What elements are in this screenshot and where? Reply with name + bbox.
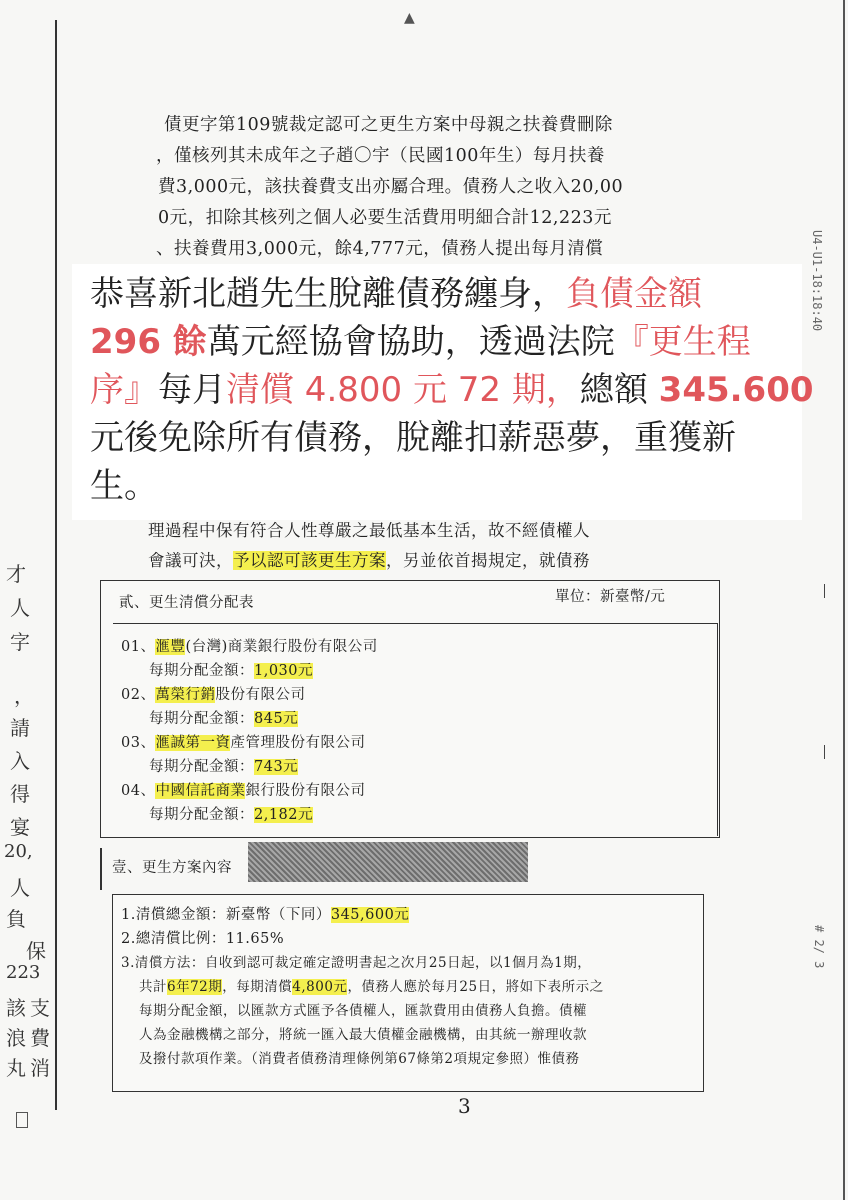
- para-line: 會議可決，予以認可該更生方案，另並依首揭規定，就債務: [148, 551, 590, 570]
- margin-char: 丸: [6, 1056, 26, 1080]
- redaction-scribble: [248, 842, 528, 882]
- top-mark: ▲: [404, 10, 415, 26]
- margin-char: 宴: [10, 815, 30, 839]
- margin-char: 入: [10, 749, 30, 773]
- creditor-list: [121, 635, 378, 827]
- page-number: 3: [458, 1094, 471, 1118]
- para-line: ，僅核列其未成年之子趙〇宇（民國100年生）每月扶養: [156, 146, 605, 166]
- scan-left-border: [55, 20, 57, 1110]
- plan-item-3: 3.清償方法：自收到認可裁定確定證明書起之次月25日起，以1個月為1期，: [121, 955, 592, 971]
- distribution-unit: 單位：新臺幣/元: [555, 589, 666, 605]
- creditor-row: 02、萬榮行銷股份有限公司: [121, 687, 306, 703]
- plan-item-3-line: 及撥付款項作業。（消費者債務清理條例第67條第2項規定參照）惟債務: [139, 1051, 580, 1067]
- margin-char: 才: [6, 562, 26, 586]
- plan-item-2: 2.總清償比例：11.65%: [121, 931, 285, 947]
- margin-char: 費: [30, 1026, 50, 1050]
- plan-item-3-line: 人為金融機構之部分，將統一匯入最大債權金融機構，由其統一辦理收款: [139, 1027, 587, 1043]
- para-line: 、扶養費用3,000元，餘4,777元，債務人提出每月清償: [156, 239, 604, 259]
- margin-char: 保: [26, 939, 46, 963]
- banner-text: [90, 270, 814, 510]
- banner-line-1: 恭喜新北趙先生脫離債務纏身，負債金額: [90, 274, 702, 314]
- margin-char: 得: [10, 782, 30, 806]
- para-line: 費3,000元，該扶養費支出亦屬合理。債務人之收入20,00: [158, 177, 624, 197]
- right-stamp-bottom: # 2/ 3: [812, 925, 826, 969]
- margin-char: 字: [10, 630, 30, 654]
- plan-content-box: [112, 894, 704, 1092]
- right-dash-2: [824, 745, 825, 759]
- document-paragraph-top: [156, 110, 724, 265]
- creditor-amount: 每期分配金額：2,182元: [149, 807, 314, 823]
- margin-char: ，: [14, 684, 34, 708]
- banner-line-5: 生。: [90, 466, 158, 506]
- para-line: 理過程中保有符合人性尊嚴之最低基本生活，故不經債權人: [148, 521, 590, 540]
- banner-line-3: 序』每月清償 4.800 元 72 期，總額 345.600: [90, 370, 814, 410]
- margin-char: 請: [10, 716, 30, 740]
- highlight-approval: 予以認可該更生方案: [233, 551, 386, 570]
- distribution-title: 貳、更生清償分配表: [119, 595, 254, 611]
- margin-char: 人: [10, 876, 30, 900]
- congratulation-banner: [72, 264, 814, 520]
- creditor-row: 04、中國信託商業銀行股份有限公司: [121, 783, 366, 799]
- margin-char: 該: [6, 996, 26, 1020]
- plan-header-line: [100, 848, 102, 890]
- para-line: 債更字第109號裁定認可之更生方案中母親之扶養費刪除: [164, 115, 613, 135]
- distribution-table: [100, 580, 720, 838]
- plan-item-1: 1.清償總金額：新臺幣（下同）345,600元: [121, 907, 410, 923]
- banner-line-4: 元後免除所有債務，脫離扣薪惡夢，重獲新: [90, 418, 736, 458]
- banner-line-2: 296 餘萬元經協會協助，透過法院『更生程: [90, 322, 751, 362]
- scan-right-border: [843, 0, 845, 1200]
- creditor-amount: 每期分配金額：743元: [149, 759, 299, 775]
- right-stamp-top: U4-U1-18:18:40: [810, 230, 824, 332]
- plan-items: [121, 903, 701, 1071]
- right-dash-1: [824, 584, 825, 598]
- plan-title: 壹、更生方案內容: [112, 860, 232, 876]
- creditor-row: 01、滙豐(台灣)商業銀行股份有限公司: [121, 639, 378, 655]
- plan-item-3-line: 共計6年72期，每期清償4,800元，債務人應於每月25日，將如下表所示之: [139, 979, 604, 995]
- plan-item-3-line: 每期分配金額，以匯款方式匯予各債權人，匯款費用由債務人負擔。債權: [139, 1003, 587, 1019]
- margin-char: 支: [30, 996, 50, 1020]
- margin-char: 消: [30, 1056, 50, 1080]
- creditor-amount: 每期分配金額：1,030元: [149, 663, 314, 679]
- margin-char: 浪: [6, 1026, 26, 1050]
- margin-char: 223: [6, 962, 41, 983]
- creditor-row: 03、滙誠第一資產管理股份有限公司: [121, 735, 366, 751]
- margin-char: 人: [10, 596, 30, 620]
- margin-small-box: [16, 1112, 28, 1128]
- margin-char: 20,: [4, 841, 33, 862]
- creditor-amount: 每期分配金額：845元: [149, 711, 299, 727]
- margin-char: 負: [6, 907, 26, 931]
- para-line: 0元，扣除其核列之個人必要生活費用明細合計12,223元: [158, 208, 612, 228]
- document-paragraph-middle: [148, 516, 708, 576]
